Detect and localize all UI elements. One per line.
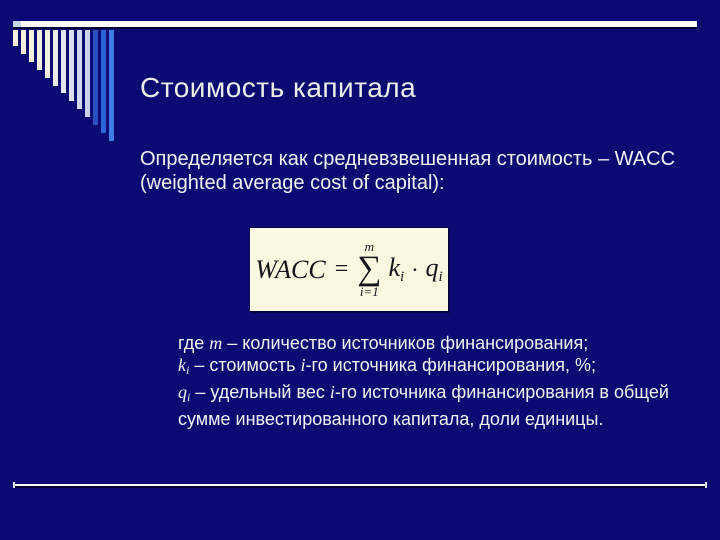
explanation-variable: i xyxy=(300,355,306,375)
explanation-text: где xyxy=(178,333,210,353)
bottom-divider-line xyxy=(14,484,706,486)
explanation-text: -го источника финансирования в общей xyxy=(334,382,669,402)
sigma-icon: ∑ xyxy=(357,250,382,288)
explanation-text: сумме инвестированного капитала, доли единицы. xyxy=(178,409,604,429)
formula-q-term xyxy=(426,253,443,286)
formula-q-subscript: i xyxy=(438,269,443,285)
decor-stripe xyxy=(21,30,26,54)
subtitle-line-1: Определяется как средневзвешенная стоимость – WACC xyxy=(140,148,676,170)
line-endcap-right xyxy=(705,482,707,488)
formula-q: q xyxy=(425,253,439,282)
explanation-variable: i xyxy=(187,390,191,404)
explanation-line xyxy=(178,408,688,430)
formula-lhs: WACC xyxy=(255,254,326,284)
explanation-text: – количество источников финансирования; xyxy=(222,333,589,353)
explanation-line xyxy=(178,381,688,408)
summation-lower-limit: i=1 xyxy=(359,283,379,299)
subtitle-line-2: (weighted average cost of capital): xyxy=(140,172,445,194)
explanation-variable: k xyxy=(178,355,186,375)
explanation-text: -го источника финансирования, %; xyxy=(305,355,596,375)
decor-stripe xyxy=(29,30,34,62)
decor-stripe xyxy=(45,30,50,78)
decor-stripe xyxy=(93,30,98,125)
decor-stripe xyxy=(77,30,82,109)
decor-stripe xyxy=(53,30,58,86)
decor-stripe xyxy=(69,30,74,101)
formula-k-term xyxy=(389,253,405,286)
explanation-line xyxy=(178,332,688,354)
formula-k-subscript: i xyxy=(400,269,405,285)
decor-stripe xyxy=(37,30,42,70)
decor-stripe xyxy=(109,30,114,141)
slide-title: Стоимость капитала xyxy=(140,72,417,103)
explanation-text: – стоимость xyxy=(189,355,301,375)
explanation-variable: q xyxy=(178,382,187,402)
decor-stripe xyxy=(101,30,106,133)
summation-upper-limit: m xyxy=(364,238,375,254)
explanation-variable: i xyxy=(186,363,190,377)
wacc-formula xyxy=(255,240,442,299)
top-divider-bar xyxy=(13,21,697,27)
summation-symbol xyxy=(357,240,381,299)
formula-multiply-dot: · xyxy=(411,256,419,282)
wacc-formula-box xyxy=(250,228,448,311)
explanation-variable: i xyxy=(329,382,335,402)
formula-k: k xyxy=(388,253,401,282)
decor-stripe xyxy=(61,30,66,93)
explanation-text: – удельный вес xyxy=(190,382,330,402)
decor-stripe xyxy=(85,30,90,117)
decor-stripe xyxy=(13,30,18,46)
formula-equals: = xyxy=(334,256,349,282)
variables-explanation xyxy=(178,332,688,430)
slide-subtitle xyxy=(140,147,675,195)
explanation-variable: m xyxy=(209,333,223,353)
top-divider-bar-cap xyxy=(13,21,21,27)
line-endcap-left xyxy=(13,482,15,488)
explanation-line xyxy=(178,354,688,381)
